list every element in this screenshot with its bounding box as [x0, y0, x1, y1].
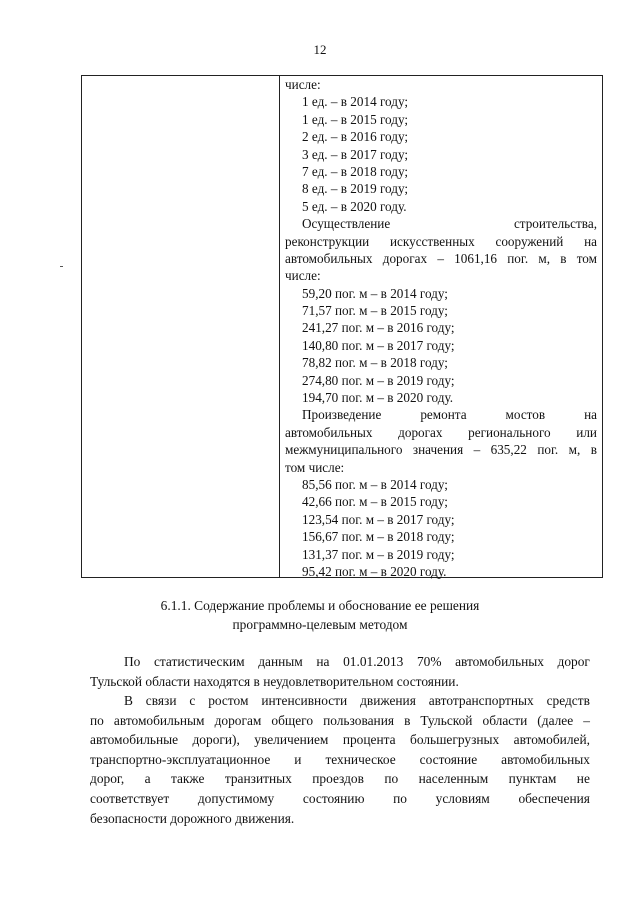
word: дорогах — [382, 250, 428, 266]
word: также — [170, 771, 205, 787]
text-line — [90, 769, 590, 789]
text-line: Тульской области находятся в неудовлетворительном состоянии. — [90, 673, 459, 689]
text-line: 7 ед. – в 2018 году; — [302, 163, 409, 179]
text-line: числе: — [285, 268, 321, 284]
text-line — [90, 691, 590, 711]
word: Произведение — [302, 407, 382, 423]
word: техническое — [325, 751, 396, 767]
word: 70% — [416, 654, 442, 669]
word: сооружений — [495, 233, 564, 249]
word: транспортно-эксплуатационное — [90, 751, 271, 767]
word: пунктам — [508, 771, 557, 787]
word: строительства, — [513, 216, 597, 232]
word: по — [393, 790, 407, 806]
word: значения — [412, 442, 464, 458]
word: связи — [145, 693, 177, 708]
word: ремонта — [420, 407, 467, 423]
text-line: 2 ед. – в 2016 году; — [302, 129, 409, 145]
page-number: 12 — [313, 42, 327, 57]
text-line — [285, 215, 597, 232]
word: средств — [546, 693, 590, 708]
word: интенсивности — [261, 693, 348, 708]
word: состоянию — [302, 790, 365, 806]
text-line: 140,80 пог. м – в 2017 году; — [302, 337, 455, 353]
text-line: 5 ед. – в 2020 году. — [302, 198, 407, 214]
word: – — [437, 250, 444, 266]
text-line: 3 ед. – в 2017 году; — [302, 146, 409, 162]
word: состояние — [419, 751, 478, 767]
word: искусственных — [389, 233, 475, 249]
text-line — [285, 233, 597, 250]
text-line: 123,54 пог. м – в 2017 году; — [302, 511, 455, 527]
word: – — [473, 442, 481, 458]
word: пог. — [507, 250, 529, 266]
word: общего — [271, 712, 314, 728]
word: не — [576, 771, 590, 787]
word: регионального — [468, 424, 551, 440]
word: а — [144, 771, 151, 787]
text-line: числе: — [285, 77, 321, 92]
section-heading-line-2: программно-целевым методом — [232, 617, 408, 632]
word: транзитных — [224, 771, 292, 787]
word: допустимому — [197, 790, 275, 806]
text-line — [285, 441, 597, 458]
table-column-divider — [279, 76, 280, 577]
word: Осуществление — [302, 216, 391, 232]
word: мостов — [505, 407, 546, 423]
text-line: 85,56 пог. м – в 2014 году; — [302, 476, 448, 492]
section-heading-line-1: 6.1.1. Содержание проблемы и обоснование ее решения — [160, 598, 480, 613]
word: реконструкции — [285, 233, 370, 249]
text-line: 194,70 пог. м – в 2020 году. — [302, 390, 454, 406]
word: – — [583, 712, 590, 728]
word: автомобильные — [90, 732, 179, 748]
text-line: 78,82 пог. м – в 2018 году; — [302, 355, 448, 371]
word: в — [560, 250, 567, 266]
word: большегрузных — [410, 732, 500, 748]
word: условиям — [435, 790, 490, 806]
word: пользования — [323, 712, 395, 728]
word: 1061,16 — [454, 250, 498, 266]
word: автомобильных — [285, 250, 373, 266]
word: в — [404, 712, 411, 728]
word: В — [124, 693, 133, 708]
text-line — [90, 652, 590, 672]
word: дороги), — [192, 732, 240, 748]
text-line: 131,37 пог. м – в 2019 году; — [302, 546, 455, 562]
word: автомобильных — [285, 424, 373, 440]
text-line: 274,80 пог. м – в 2019 году; — [302, 372, 455, 388]
word: по — [384, 771, 399, 787]
text-line: 8 ед. – в 2019 году; — [302, 181, 409, 197]
table-right-cell — [285, 76, 597, 580]
word: 635,22 — [490, 442, 527, 458]
word: и — [294, 751, 302, 767]
text-line — [90, 750, 590, 770]
scan-artifact — [60, 266, 63, 267]
word: дорогам — [214, 712, 262, 728]
word: области — [482, 712, 528, 728]
word: дорог, — [90, 771, 125, 787]
text-line: том числе: — [285, 459, 345, 475]
word: автомобильным — [113, 712, 205, 728]
text-line: 42,66 пог. м – в 2015 году; — [302, 494, 448, 510]
word: дорог — [557, 654, 590, 669]
paragraph-road-condition — [90, 652, 590, 691]
text-line: 59,20 пог. м – в 2014 году; — [302, 285, 448, 301]
text-line: 241,27 пог. м – в 2016 году; — [302, 320, 455, 336]
word: (далее — [537, 712, 574, 728]
text-line: 71,57 пог. м – в 2015 году; — [302, 303, 448, 319]
word: По — [124, 654, 141, 669]
word: том — [576, 250, 597, 266]
word: по — [90, 712, 104, 728]
word: с — [189, 693, 196, 708]
word: проездов — [312, 771, 364, 787]
text-line — [285, 406, 597, 423]
word: м, — [568, 442, 581, 458]
text-line: 95,42 пог. м – в 2020 году. — [302, 563, 447, 579]
word: автотранспортных — [428, 693, 534, 708]
word: автомобильных — [501, 751, 590, 767]
text-line — [285, 424, 597, 441]
word: в — [590, 442, 597, 458]
word: дорогах — [398, 424, 443, 440]
text-line: 1 ед. – в 2014 году; — [302, 94, 409, 110]
word: движения — [360, 693, 416, 708]
word: 01.01.2013 — [343, 654, 404, 669]
program-table — [81, 75, 603, 578]
text-line — [285, 250, 597, 267]
word: на — [316, 654, 330, 669]
word: процента — [342, 732, 396, 748]
word: данным — [258, 654, 303, 669]
text-line — [90, 789, 590, 809]
word: увеличением — [254, 732, 329, 748]
word: соответствует — [90, 790, 170, 806]
word: на — [584, 407, 597, 423]
word: или — [576, 424, 597, 440]
word: населенным — [418, 771, 489, 787]
word: ростом — [208, 693, 249, 708]
text-line: 156,67 пог. м – в 2018 году; — [302, 529, 455, 545]
word: межмуниципального — [285, 442, 403, 458]
word: м, — [538, 250, 551, 266]
paragraph-traffic-growth — [90, 691, 590, 828]
word: на — [584, 233, 597, 249]
word: автомобилей, — [513, 732, 590, 748]
word: статистическим — [153, 654, 245, 669]
word: обеспечения — [518, 790, 590, 806]
text-line: безопасности дорожного движения. — [90, 810, 295, 826]
word: автомобильных — [455, 654, 544, 669]
word: Тульской — [420, 712, 473, 728]
text-line — [90, 711, 590, 731]
word: пог. — [537, 442, 559, 458]
text-line — [90, 730, 590, 750]
text-line: 1 ед. – в 2015 году; — [302, 111, 409, 127]
